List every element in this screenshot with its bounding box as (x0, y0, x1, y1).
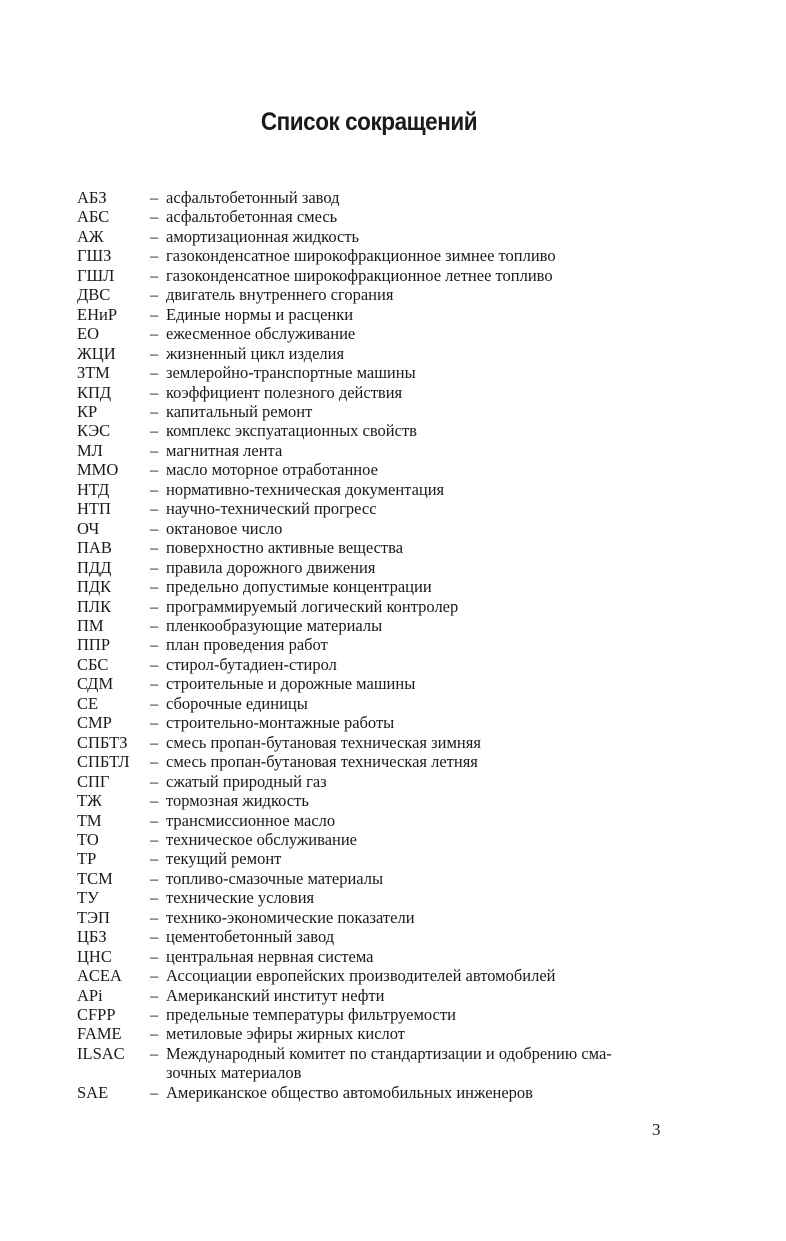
abbreviation-definition: сжатый природный газ (166, 771, 327, 791)
abbreviation-dash: – (150, 1043, 159, 1063)
abbreviation-term: ЕНиР (77, 304, 118, 324)
abbreviation-dash: – (150, 674, 159, 694)
abbreviation-row (77, 713, 677, 732)
abbreviation-definition: октановое число (166, 518, 283, 538)
abbreviation-term: НТД (77, 479, 110, 499)
abbreviation-definition: тормозная жидкость (166, 791, 309, 811)
abbreviation-definition: топливо-смазочные материалы (166, 868, 384, 888)
page-title: Список сокращений (260, 108, 478, 136)
abbreviation-definition: двигатель внутреннего сгорания (166, 285, 394, 305)
abbreviation-row (77, 733, 677, 752)
page-number: 3 (652, 1120, 661, 1139)
abbreviation-definition: предельные температуры фильтруемости (166, 1005, 456, 1025)
abbreviation-definition: пленкообразующие материалы (166, 615, 383, 635)
abbreviation-row (77, 927, 677, 946)
abbreviation-term: КЭС (77, 421, 111, 441)
abbreviation-dash: – (150, 829, 159, 849)
abbreviation-dash: – (150, 557, 159, 577)
abbreviation-row (77, 188, 677, 207)
abbreviation-term: ППР (77, 635, 111, 655)
abbreviation-term: ТО (77, 829, 99, 849)
abbreviation-dash: – (150, 791, 159, 811)
abbreviation-row (77, 655, 677, 674)
abbreviation-dash: – (150, 440, 159, 460)
abbreviation-row (77, 986, 677, 1005)
abbreviation-definition: землеройно-транспортные машины (166, 363, 416, 383)
abbreviation-term: СДМ (77, 674, 114, 694)
abbreviation-dash: – (150, 966, 159, 986)
abbreviation-dash: – (150, 265, 159, 285)
abbreviation-definition: жизненный цикл изделия (166, 343, 345, 363)
abbreviation-row (77, 227, 677, 246)
abbreviation-definition: правила дорожного движения (166, 557, 376, 577)
abbreviation-row (77, 966, 677, 985)
abbreviation-row (77, 441, 677, 460)
abbreviation-dash: – (150, 207, 159, 227)
abbreviation-row (77, 363, 677, 382)
abbreviation-term: СПБТЛ (77, 752, 130, 772)
abbreviation-definition: цементобетонный завод (166, 927, 335, 947)
abbreviation-row (77, 519, 677, 538)
abbreviation-definition: ежесменное обслуживание (166, 324, 356, 344)
abbreviation-term: ЖЦИ (77, 343, 116, 363)
abbreviation-dash: – (150, 363, 159, 383)
abbreviation-dash: – (150, 285, 159, 305)
abbreviation-row (77, 752, 677, 771)
abbreviation-definition: сборочные единицы (166, 693, 308, 713)
abbreviation-term: КПД (77, 382, 112, 402)
abbreviation-definition: амортизационная жидкость (166, 226, 360, 246)
abbreviation-dash: – (150, 985, 159, 1005)
abbreviation-term: МЛ (77, 440, 103, 460)
abbreviation-definition: газоконденсатное широкофракционное зимнее топливо (166, 246, 556, 266)
abbreviation-definition: технико-экономические показатели (166, 907, 415, 927)
abbreviation-definition: магнитная лента (166, 440, 283, 460)
abbreviation-term: ОЧ (77, 518, 100, 538)
abbreviation-dash: – (150, 615, 159, 635)
abbreviation-dash: – (150, 460, 159, 480)
abbreviation-dash: – (150, 1082, 159, 1102)
abbreviation-row (77, 460, 677, 479)
abbreviation-term: ЦБЗ (77, 927, 107, 947)
abbreviation-definition: комплекс экспуатационных свойств (166, 421, 417, 441)
abbreviation-row (77, 538, 677, 557)
abbreviation-term: ТСМ (77, 868, 113, 888)
abbreviation-dash: – (150, 635, 159, 655)
abbreviation-term: АБЗ (77, 188, 107, 207)
abbreviation-dash: – (150, 713, 159, 733)
abbreviation-term: АЖ (77, 226, 104, 246)
abbreviation-definition: центральная нервная система (166, 946, 374, 966)
abbreviation-term: ММО (77, 460, 119, 480)
abbreviation-definition: Американский институт нефти (166, 985, 385, 1005)
abbreviation-row (77, 246, 677, 265)
abbreviation-row (77, 869, 677, 888)
abbreviation-definition: поверхностно активные вещества (166, 538, 404, 558)
abbreviation-row (77, 402, 677, 421)
abbreviation-definition: Ассоциации европейских производителей автомобилей (166, 966, 556, 986)
abbreviation-row (77, 849, 677, 868)
abbreviation-term: СПБТЗ (77, 732, 128, 752)
abbreviation-row (77, 383, 677, 402)
abbreviation-definition: смесь пропан-бутановая техническая летняя (166, 752, 478, 772)
abbreviation-row (77, 1024, 677, 1043)
abbreviation-list (77, 188, 677, 1102)
abbreviation-term: FAME (77, 1024, 122, 1044)
abbreviation-term: CFPP (77, 1005, 116, 1025)
abbreviation-dash: – (150, 810, 159, 830)
abbreviation-row (77, 635, 677, 654)
abbreviation-term: ПДК (77, 577, 112, 597)
abbreviation-dash: – (150, 401, 159, 421)
abbreviation-term: ТЭП (77, 907, 110, 927)
abbreviation-row (77, 772, 677, 791)
abbreviation-term: ЕО (77, 324, 99, 344)
abbreviation-term: ILSAC (77, 1043, 125, 1063)
abbreviation-row (77, 674, 677, 693)
abbreviation-term: ПДД (77, 557, 112, 577)
abbreviation-row (77, 908, 677, 927)
abbreviation-dash: – (150, 693, 159, 713)
abbreviation-term: СМР (77, 713, 112, 733)
abbreviation-dash: – (150, 927, 159, 947)
abbreviation-row (77, 207, 677, 226)
abbreviation-term: ЗТМ (77, 363, 110, 383)
abbreviation-dash: – (150, 752, 159, 772)
abbreviation-term: ГШЗ (77, 246, 112, 266)
abbreviation-row (77, 947, 677, 966)
abbreviation-term: КР (77, 401, 98, 421)
abbreviation-dash: – (150, 226, 159, 246)
abbreviation-row (77, 694, 677, 713)
abbreviation-row (77, 791, 677, 810)
abbreviation-definition: технические условия (166, 888, 315, 908)
abbreviation-definition: нормативно-техническая документация (166, 479, 445, 499)
abbreviation-dash: – (150, 732, 159, 752)
abbreviation-term: ГШЛ (77, 265, 115, 285)
abbreviation-row (77, 344, 677, 363)
abbreviation-row (77, 499, 677, 518)
abbreviation-definition: смесь пропан-бутановая техническая зимняя (166, 732, 481, 752)
abbreviation-term: ПМ (77, 615, 104, 635)
abbreviation-dash: – (150, 1024, 159, 1044)
abbreviation-dash: – (150, 654, 159, 674)
abbreviation-dash: – (150, 479, 159, 499)
abbreviation-dash: – (150, 304, 159, 324)
abbreviation-dash: – (150, 188, 159, 207)
abbreviation-definition: программируемый логический контролер (166, 596, 459, 616)
abbreviation-dash: – (150, 499, 159, 519)
abbreviation-term: ПАВ (77, 538, 112, 558)
abbreviation-dash: – (150, 577, 159, 597)
abbreviation-term: СПГ (77, 771, 110, 791)
abbreviation-term: ACEA (77, 966, 122, 986)
abbreviation-definition: асфальтобетонный завод (166, 188, 340, 207)
abbreviation-dash: – (150, 538, 159, 558)
abbreviation-definition: научно-технический прогресс (166, 499, 377, 519)
abbreviation-dash: – (150, 246, 159, 266)
abbreviation-term: АБС (77, 207, 110, 227)
abbreviation-term: ДВС (77, 285, 111, 305)
abbreviation-term: ТР (77, 849, 97, 869)
abbreviation-dash: – (150, 907, 159, 927)
abbreviation-term: СЕ (77, 693, 99, 713)
abbreviation-row (77, 324, 677, 343)
abbreviation-row (77, 421, 677, 440)
abbreviation-definition: асфальтобетонная смесь (166, 207, 338, 227)
abbreviation-row (77, 1005, 677, 1024)
abbreviation-term: НТП (77, 499, 111, 519)
abbreviation-row (77, 830, 677, 849)
abbreviation-term: ТУ (77, 888, 99, 908)
abbreviation-dash: – (150, 596, 159, 616)
abbreviation-dash: – (150, 343, 159, 363)
abbreviation-row (77, 888, 677, 907)
abbreviation-row (77, 305, 677, 324)
abbreviation-definition: Единые нормы и расценки (166, 304, 354, 324)
abbreviation-row (77, 266, 677, 285)
abbreviation-definition: техническое обслуживание (166, 829, 358, 849)
abbreviation-row (77, 1044, 677, 1083)
abbreviation-definition: строительные и дорожные машины (166, 674, 416, 694)
abbreviation-term: ТЖ (77, 791, 102, 811)
abbreviation-definition: капитальный ремонт (166, 401, 313, 421)
abbreviation-term: ТМ (77, 810, 102, 830)
abbreviation-row (77, 1083, 677, 1102)
abbreviation-term: ПЛК (77, 596, 112, 616)
abbreviation-definition: коэффициент полезного действия (166, 382, 403, 402)
abbreviation-definition: масло моторное отработанное (166, 460, 378, 480)
abbreviation-definition: стирол-бутадиен-стирол (166, 654, 337, 674)
abbreviation-definition: Международный комитет по стандартизации и одобрению сма- зочных материалов (166, 1043, 612, 1083)
abbreviation-row (77, 577, 677, 596)
abbreviation-definition: предельно допустимые концентрации (166, 577, 432, 597)
abbreviation-definition: газоконденсатное широкофракционное летнее топливо (166, 265, 553, 285)
abbreviation-row (77, 285, 677, 304)
abbreviation-definition: план проведения работ (166, 635, 328, 655)
abbreviation-row (77, 480, 677, 499)
abbreviation-dash: – (150, 421, 159, 441)
abbreviation-row (77, 616, 677, 635)
abbreviation-term: ЦНС (77, 946, 112, 966)
abbreviation-definition: метиловые эфиры жирных кислот (166, 1024, 406, 1044)
abbreviation-row (77, 597, 677, 616)
abbreviation-definition: текущий ремонт (166, 849, 282, 869)
abbreviation-dash: – (150, 888, 159, 908)
abbreviation-dash: – (150, 868, 159, 888)
abbreviation-definition: строительно-монтажные работы (166, 713, 395, 733)
abbreviation-dash: – (150, 849, 159, 869)
abbreviation-dash: – (150, 1005, 159, 1025)
abbreviation-row (77, 558, 677, 577)
abbreviation-definition: трансмиссионное масло (166, 810, 336, 830)
abbreviation-term: СБС (77, 654, 109, 674)
abbreviation-dash: – (150, 382, 159, 402)
abbreviation-dash: – (150, 324, 159, 344)
abbreviation-term: APi (77, 985, 103, 1005)
abbreviation-term: SAE (77, 1082, 109, 1102)
abbreviation-dash: – (150, 771, 159, 791)
abbreviation-dash: – (150, 518, 159, 538)
abbreviation-definition: Американское общество автомобильных инженеров (166, 1082, 533, 1102)
abbreviation-dash: – (150, 946, 159, 966)
abbreviation-row (77, 811, 677, 830)
